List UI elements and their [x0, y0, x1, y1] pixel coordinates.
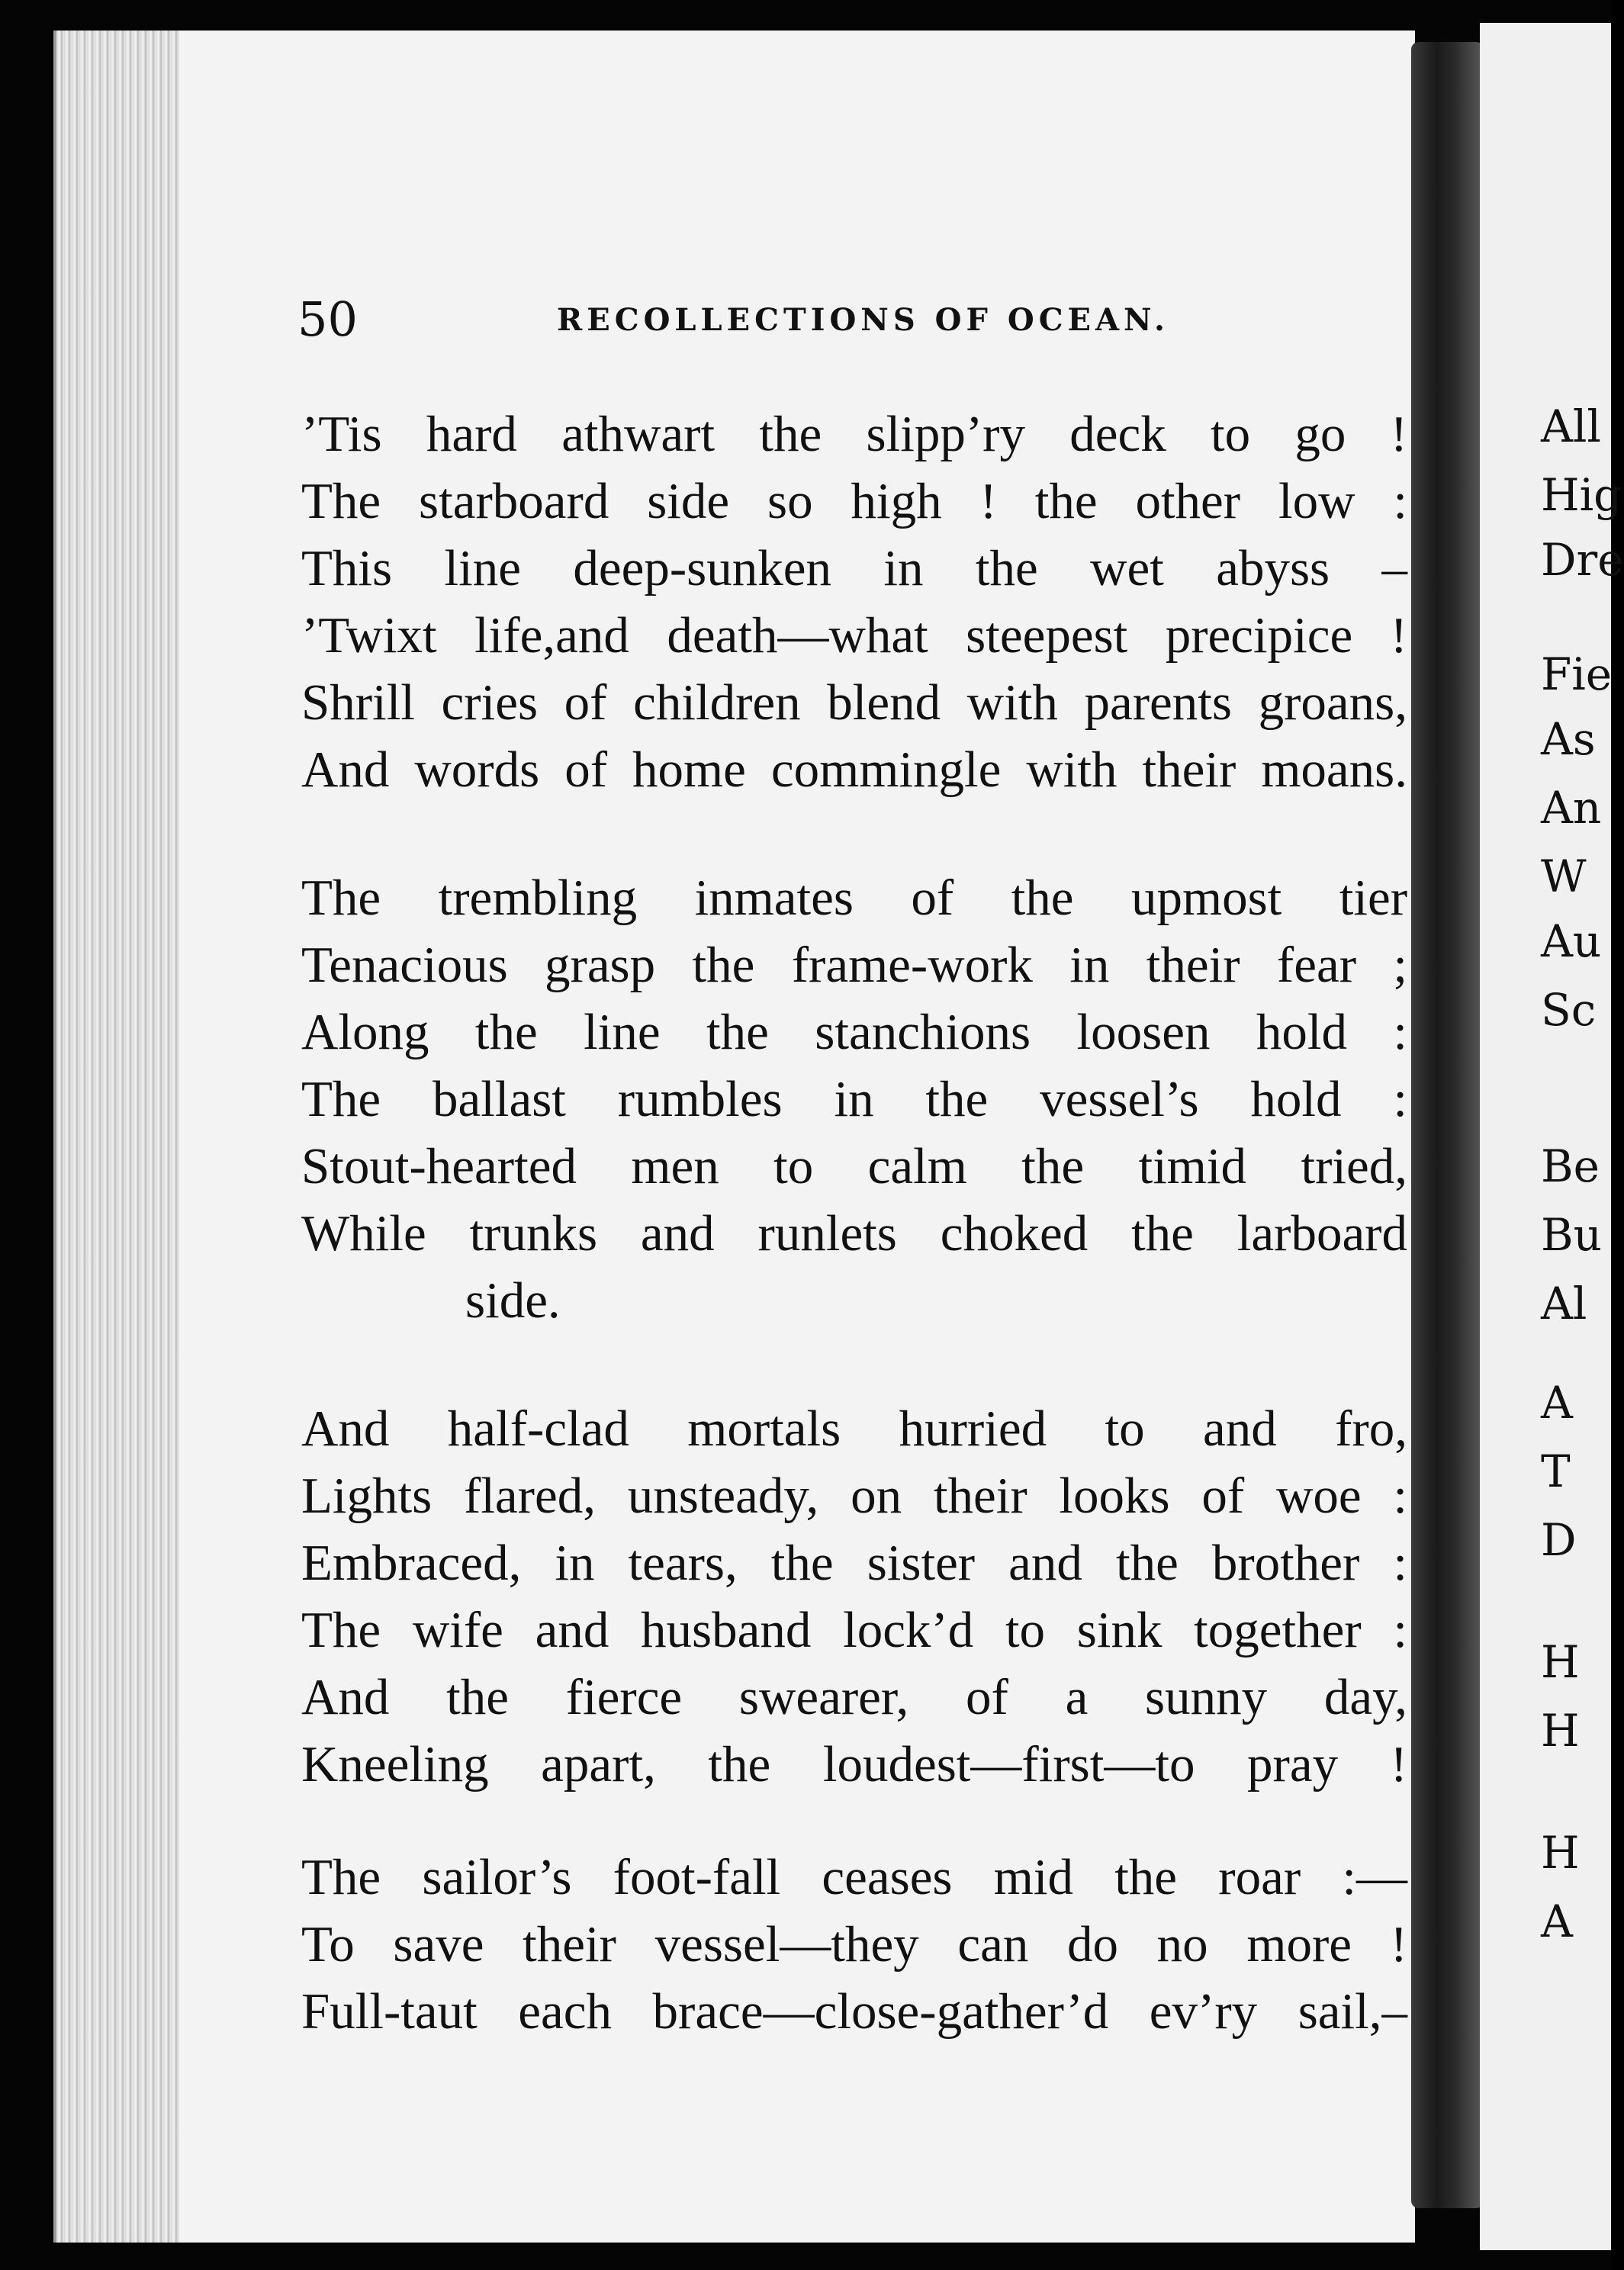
facing-page-fragment: All	[1541, 400, 1601, 452]
poem-line: The starboard side so high ! the other low :	[301, 473, 1407, 529]
binding-gutter	[1411, 42, 1484, 2208]
stanza	[301, 400, 1407, 803]
poem-line: Lights flared, unsteady, on their looks of woe :	[301, 1468, 1407, 1524]
stanza	[301, 864, 1407, 1334]
stanza-gap	[301, 1798, 1407, 1844]
facing-page-fragment: An	[1541, 782, 1602, 834]
facing-page-fragment: Be	[1541, 1140, 1600, 1192]
running-head: RECOLLECTIONS OF OCEAN.	[557, 302, 1169, 338]
poem-line: And the fierce swearer, of a sunny day,	[301, 1669, 1407, 1725]
facing-page-fragment: Au	[1541, 915, 1602, 967]
stanza-gap	[301, 803, 1407, 864]
facing-page-fragment: Dre	[1541, 534, 1624, 586]
poem-line: This line deep-sunken in the wet abyss –	[301, 540, 1407, 596]
facing-page-fragment: W	[1541, 850, 1587, 902]
stanza-gap	[301, 1334, 1407, 1395]
page-header	[297, 291, 1404, 345]
poem-line: Along the line the stanchions loosen hold :	[301, 1004, 1407, 1060]
stanza	[301, 1395, 1407, 1798]
facing-page-fragment: T	[1541, 1445, 1571, 1497]
poem-line: The sailor’s foot-fall ceases mid the roar :—	[301, 1849, 1407, 1905]
stanza	[301, 1844, 1407, 2045]
facing-page-fragment: A	[1541, 1895, 1573, 1947]
poem-line: Full-taut each brace—close-gather’d ev’ry sail,–	[301, 1983, 1407, 2040]
page-number: 50	[297, 291, 358, 347]
facing-page-fragment: As	[1541, 713, 1596, 765]
poem-line: The wife and husband lock’d to sink together :	[301, 1602, 1407, 1658]
poem-line: Tenacious grasp the frame-work in their fear ;	[301, 937, 1407, 993]
poem-line: Stout-hearted men to calm the timid tried,	[301, 1138, 1407, 1194]
facing-page-fragment: Al	[1541, 1278, 1587, 1330]
poem-line: The ballast rumbles in the vessel’s hold :	[301, 1071, 1407, 1127]
facing-page-fragment: Sc	[1541, 984, 1597, 1036]
poem-line: The trembling inmates of the upmost tier	[301, 870, 1407, 926]
poem-line: And words of home commingle with their moans.	[301, 741, 1407, 798]
facing-page-fragment: Hig	[1541, 469, 1622, 521]
poem-line: To save their vessel—they can do no more !	[301, 1916, 1407, 1973]
facing-page-fragment: H	[1541, 1827, 1580, 1879]
poem-body	[301, 400, 1407, 2045]
poem-line: ’Twixt life,and death—what steepest precipice !	[301, 607, 1407, 664]
poem-line: Shrill cries of children blend with parents groans,	[301, 674, 1407, 731]
facing-page-fragment: Fie	[1541, 648, 1613, 700]
poem-line: Embraced, in tears, the sister and the brother :	[301, 1535, 1407, 1591]
page-edges	[53, 31, 186, 2243]
poem-line: And half-clad mortals hurried to and fro,	[301, 1400, 1407, 1457]
facing-page-fragment: H	[1541, 1636, 1580, 1688]
facing-page-fragment: A	[1541, 1377, 1573, 1429]
poem-line: Kneeling apart, the loudest—first—to pray !	[301, 1736, 1407, 1793]
poem-line: While trunks and runlets choked the larboard	[301, 1205, 1407, 1262]
facing-page-fragment: H	[1541, 1705, 1580, 1757]
facing-page-fragment: Bu	[1541, 1209, 1602, 1261]
facing-page-fragment: D	[1541, 1514, 1577, 1566]
poem-line-continuation: side.	[465, 1272, 561, 1329]
poem-line: ’Tis hard athwart the slipp’ry deck to go !	[301, 406, 1407, 462]
